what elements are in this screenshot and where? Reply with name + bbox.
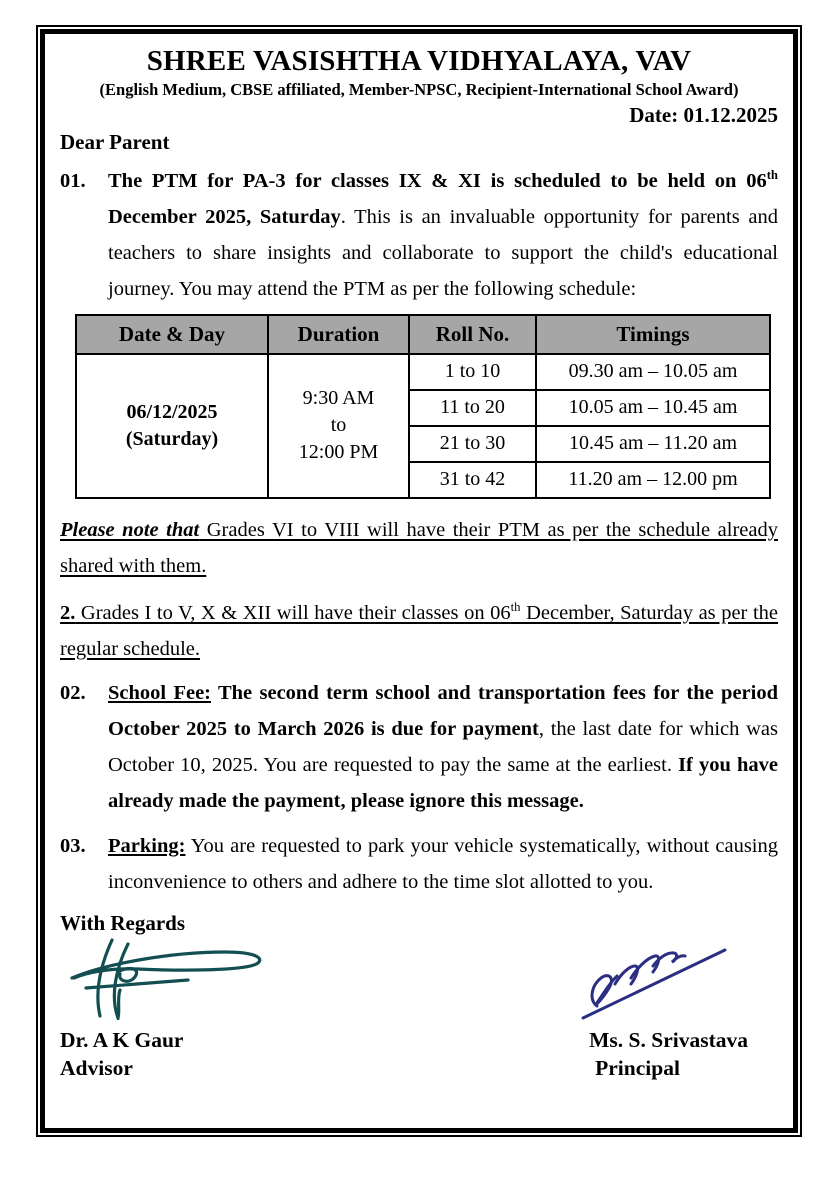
col-header-duration: Duration (268, 315, 409, 354)
table-header-row (76, 315, 770, 354)
school-fee-regular-text: , the last date for which was October 10, 2025. You are requested to pay the same at the earliest. (108, 718, 778, 777)
principal-signature-image (575, 938, 733, 1024)
ordinal-sup: th (510, 599, 521, 614)
note-rest: Grades VI to VIII will have their PTM as per the schedule already shared with them. (60, 518, 778, 577)
roll-cell: 21 to 30 (409, 426, 536, 462)
col-header-date-day: Date & Day (76, 315, 268, 354)
timing-cell: 11.20 am – 12.00 pm (536, 462, 770, 498)
principal-block (589, 1026, 748, 1083)
roll-cell: 31 to 42 (409, 462, 536, 498)
school-subtitle: (English Medium, CBSE affiliated, Member-NPSC, Recipient-International School Award) (99, 79, 739, 99)
duration-cell: 9:30 AM to 12:00 PM (268, 354, 409, 498)
roll-cell: 1 to 10 (409, 354, 536, 390)
item-01-bold-text: The PTM for PA-3 for classes IX & XI is scheduled to be held on 06th December 2025, Saturday (108, 168, 778, 229)
salutation: Dear Parent (60, 130, 170, 155)
page-title: SHREE VASISHTHA VIDHYALAYA, VAV (146, 45, 692, 77)
roll-cell: 11 to 20 (409, 390, 536, 426)
note-lead: Please note that (60, 518, 200, 541)
letter-sheet (40, 29, 798, 1133)
item-03-parking (60, 829, 778, 901)
item-01-regular-text: . This is an invaluable opportunity for parents and teachers to share insights and collaborate to support the child's educational journey. You may attend the PTM as per the following schedule: (108, 206, 778, 301)
item-03-number: 03. (60, 834, 86, 857)
signatories-names-row (60, 1026, 778, 1083)
date-line: Date: 01.12.2025 (629, 103, 778, 128)
item-02-school-fee (60, 676, 778, 820)
advisor-signature-image (60, 938, 275, 1020)
principal-title: Principal (595, 1056, 680, 1081)
timing-cell: 10.45 am – 11.20 am (536, 426, 770, 462)
closing-regards: With Regards (60, 910, 186, 935)
date-day-cell: 06/12/2025 (Saturday) (76, 354, 268, 498)
col-header-timings: Timings (536, 315, 770, 354)
table-row (76, 354, 770, 390)
note-grades-vi-viii (60, 513, 778, 585)
timing-cell: 10.05 am – 10.45 am (536, 390, 770, 426)
timing-cell: 09.30 am – 10.05 am (536, 354, 770, 390)
signatures-row (60, 938, 778, 1024)
parking-label: Parking: (108, 834, 186, 857)
principal-name: Ms. S. Srivastava (589, 1027, 748, 1052)
parking-text: You are requested to park your vehicle systematically, without causing inconvenience to others and adhere to the time slot allotted to you. (108, 834, 778, 893)
note-2-number: 2. (60, 601, 76, 624)
ptm-schedule-table (75, 314, 771, 499)
advisor-name: Dr. A K Gaur (60, 1027, 184, 1052)
advisor-title: Advisor (60, 1056, 133, 1081)
item-01-number: 01. (60, 170, 86, 193)
note-grades-regular-classes: 2. Grades I to V, X & XII will have their classes on 06th December, Saturday as per the regular schedule. (60, 599, 778, 660)
col-header-roll-no: Roll No. (409, 315, 536, 354)
school-fee-bold-text: The second term school and transportation fees for the period October 2025 to March 2026 is due for payment (108, 682, 778, 741)
item-02-number: 02. (60, 682, 86, 705)
advisor-block (60, 1026, 183, 1083)
item-01-ptm (60, 164, 778, 308)
school-fee-label: School Fee: (108, 682, 211, 705)
ordinal-sup: th (766, 168, 778, 183)
school-fee-bold-end: If you have already made the payment, please ignore this message. (108, 754, 778, 813)
